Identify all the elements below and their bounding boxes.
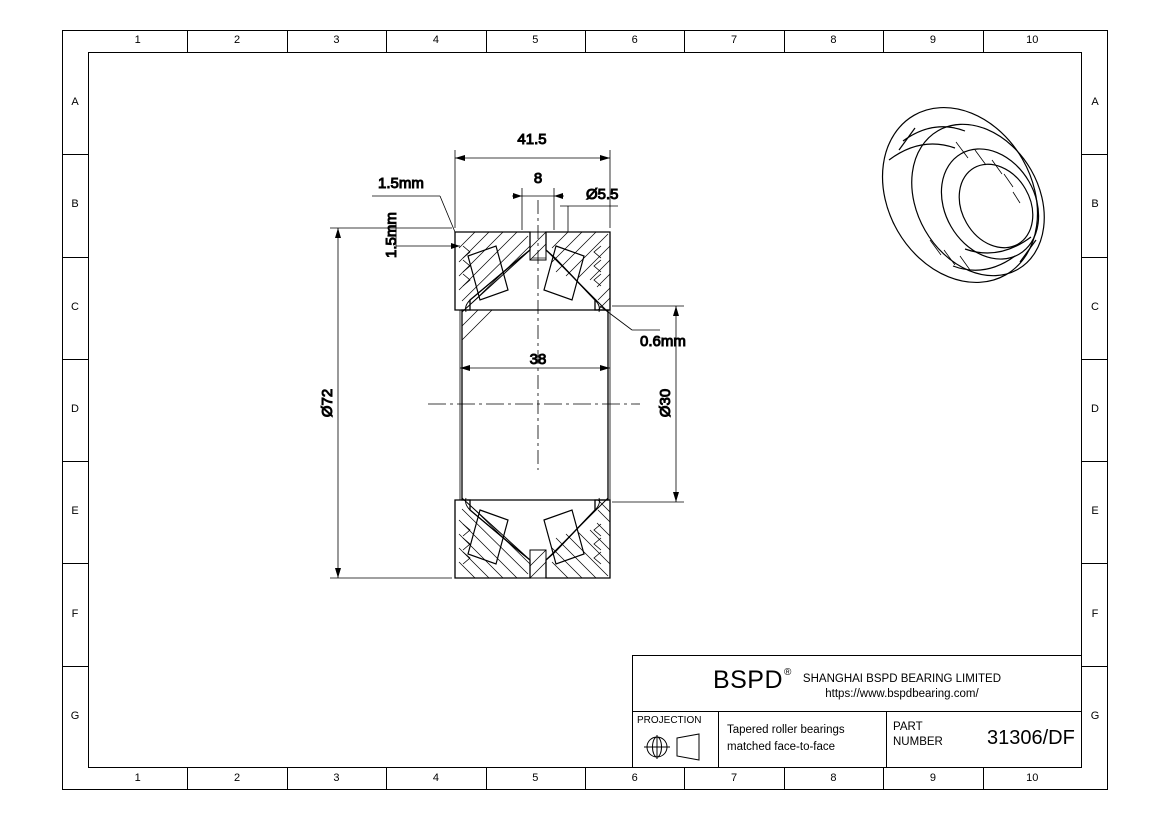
- zone-label-column: 3: [333, 34, 340, 46]
- dim-label-dia-5-5: Ø5.5: [586, 186, 619, 203]
- zone-label-column: 8: [830, 772, 837, 784]
- part-label-line-1: PART: [893, 721, 923, 733]
- zone-tick-row: [1082, 666, 1108, 667]
- zone-label-row: F: [1091, 607, 1099, 620]
- zone-label-row: C: [71, 300, 79, 313]
- zone-tick-row: [62, 154, 88, 155]
- first-angle-projection-icon: [639, 732, 713, 762]
- zone-label-row: D: [71, 403, 79, 415]
- zone-label-column: 10: [1026, 772, 1039, 784]
- dim-label-dia-72: Ø72: [319, 388, 336, 418]
- brand-text: BSPD: [712, 665, 784, 694]
- zone-label-row: D: [1091, 403, 1099, 415]
- zone-label-column: 3: [333, 772, 340, 784]
- zone-label-column: 2: [234, 34, 241, 46]
- zone-label-row: E: [1091, 505, 1099, 518]
- zone-label-column: 1: [134, 772, 141, 784]
- dim-label-1-5mm-top: 1.5mm: [378, 175, 424, 192]
- zone-label-column: 5: [532, 772, 539, 784]
- zone-tick-row: [1082, 359, 1108, 360]
- dim-label-8: 8: [533, 170, 543, 187]
- zone-label-row: G: [70, 709, 80, 722]
- title-block-body: [633, 712, 1081, 768]
- zone-label-row: G: [1090, 709, 1100, 722]
- zone-label-column: 4: [432, 772, 439, 784]
- zone-label-column: 6: [631, 34, 638, 46]
- zone-tick-row: [1082, 154, 1108, 155]
- brand-registered-mark: ®: [784, 666, 792, 678]
- zone-label-column: 5: [532, 34, 539, 46]
- description-cell: [719, 712, 887, 768]
- part-number-cell: [887, 712, 1081, 768]
- dim-label-41-5: 41.5: [517, 131, 547, 148]
- company-url: https://www.bspdbearing.com/: [825, 687, 979, 700]
- zone-label-row: E: [71, 505, 79, 518]
- zone-tick-row: [62, 257, 88, 258]
- zone-label-column: 7: [731, 34, 738, 46]
- zone-label-column: 7: [731, 772, 738, 784]
- zone-tick-row: [62, 461, 88, 462]
- projection-cell: [633, 712, 719, 768]
- dim-label-0-6mm: 0.6mm: [640, 333, 686, 350]
- title-block-header: [633, 656, 1081, 712]
- company-name: SHANGHAI BSPD BEARING LIMITED: [802, 672, 1002, 685]
- part-label-line-2: NUMBER: [893, 736, 943, 748]
- zone-label-column: 8: [830, 34, 837, 46]
- projection-label: PROJECTION: [637, 715, 702, 726]
- zone-tick-row: [62, 666, 88, 667]
- zone-tick-row: [62, 563, 88, 564]
- zone-label-row: C: [1091, 300, 1099, 313]
- zone-label-column: 4: [432, 34, 439, 46]
- title-block: [632, 655, 1082, 768]
- zone-tick-row: [1082, 563, 1108, 564]
- zone-label-column: 9: [929, 772, 936, 784]
- company-info: [803, 666, 1001, 702]
- zone-label-row: A: [1091, 96, 1099, 109]
- dim-label-1-5mm-vertical: 1.5mm: [383, 212, 400, 258]
- zone-label-row: B: [1091, 198, 1099, 211]
- zone-label-column: 10: [1026, 34, 1039, 46]
- zone-label-row: A: [71, 96, 79, 109]
- zone-tick-row: [1082, 257, 1108, 258]
- part-number-label: [893, 720, 943, 750]
- description-line-2: matched face-to-face: [727, 741, 836, 753]
- zone-tick-row: [62, 359, 88, 360]
- dim-label-dia-30: Ø30: [657, 388, 674, 418]
- dim-label-38: 38: [529, 351, 547, 368]
- brand-name: [713, 666, 791, 695]
- part-number-value: 31306/DF: [987, 727, 1075, 749]
- zone-label-column: 2: [234, 772, 241, 784]
- zone-label-column: 9: [929, 34, 936, 46]
- description-line-1: Tapered roller bearings: [727, 724, 845, 736]
- zone-label-column: 1: [134, 34, 141, 46]
- zone-label-column: 6: [631, 772, 638, 784]
- zone-label-row: B: [71, 198, 79, 211]
- zone-label-row: F: [71, 607, 79, 620]
- zone-tick-row: [1082, 461, 1108, 462]
